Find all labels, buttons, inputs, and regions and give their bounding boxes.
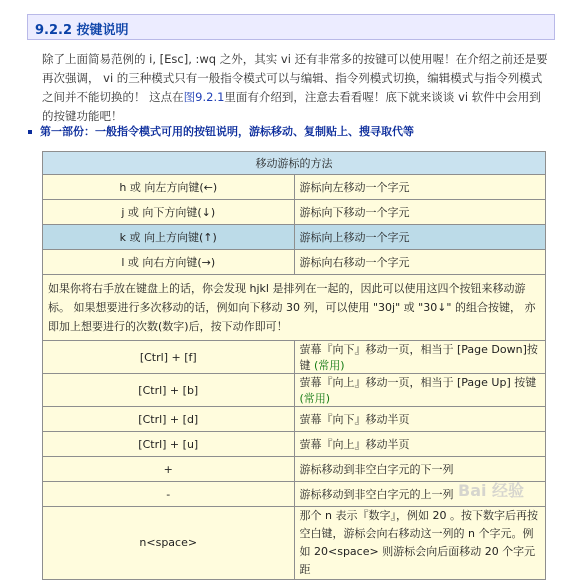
desc-cell: 游标向上移动一个字元 [294, 225, 546, 250]
intro-text-end: 里面有介绍到，注意去看看喔！底下就来谈谈 vi 软件中会用到的按键功能吧！ [42, 90, 541, 123]
table-row [43, 407, 546, 432]
table-row [43, 374, 546, 407]
common-tag: (常用) [299, 392, 331, 405]
watermark-logo: Bai 经验 [458, 481, 525, 500]
key-cell: j 或 向下方向键(↓) [43, 200, 295, 225]
intro-paragraph [42, 50, 552, 126]
table-header-row [43, 152, 546, 175]
key-cell: [Ctrl] + [u] [43, 432, 295, 457]
table-row [43, 507, 546, 580]
desc-cell [294, 374, 546, 407]
table-note-row [43, 275, 546, 341]
bullet-square-icon [28, 130, 32, 134]
key-cell: h 或 向左方向键(←) [43, 175, 295, 200]
key-cell: + [43, 457, 295, 482]
figure-link[interactable]: 图9.2.1 [183, 90, 225, 104]
desc-text: 萤幕『向下』移动一页，相当于 [Page Down]按键 [299, 343, 538, 372]
page-title: 9.2.2 按键说明 [35, 23, 129, 38]
desc-cell: 游标向下移动一个字元 [294, 200, 546, 225]
desc-cell [294, 341, 546, 374]
desc-cell: 游标向右移动一个字元 [294, 250, 546, 275]
desc-cell: 游标移动到非空白字元的上一列 [294, 482, 546, 507]
key-cell: - [43, 482, 295, 507]
key-cell: k 或 向上方向键(↑) [43, 225, 295, 250]
key-cell: l 或 向右方向键(→) [43, 250, 295, 275]
desc-cell: 萤幕『向上』移动半页 [294, 432, 546, 457]
desc-cell: 游标移动到非空白字元的下一列 [294, 457, 546, 482]
key-cell: [Ctrl] + [d] [43, 407, 295, 432]
table-row [43, 200, 546, 225]
table-row [43, 175, 546, 200]
desc-cell: 那个 n 表示『数字』，例如 20 。按下数字后再按空白键，游标会向右移动这一列的 n 个字元。例如 20<space> 则游标会向后面移动 20 个字元距 [294, 507, 546, 580]
key-table [42, 151, 546, 580]
table-header: 移动游标的方法 [43, 152, 546, 175]
heading-bar [27, 14, 555, 40]
key-cell: n<space> [43, 507, 295, 580]
common-tag: (常用) [314, 359, 345, 372]
key-cell: [Ctrl] + [f] [43, 341, 295, 374]
section-title [28, 123, 548, 139]
table-row [43, 341, 546, 374]
table-row [43, 250, 546, 275]
section-title-text: 第一部份：一般指令模式可用的按钮说明，游标移动、复制贴上、搜寻取代等 [40, 125, 414, 138]
desc-text: 萤幕『向上』移动一页，相当于 [Page Up] 按键 [299, 376, 537, 389]
desc-cell: 游标向左移动一个字元 [294, 175, 546, 200]
table-row [43, 432, 546, 457]
table-row-highlighted [43, 225, 546, 250]
key-cell: [Ctrl] + [b] [43, 374, 295, 407]
note-cell: 如果你将右手放在键盘上的话，你会发现 hjkl 是排列在一起的，因此可以使用这四个按钮来移动游标。 如果想要进行多次移动的话，例如向下移动 30 列，可以使用 "30j" 或 "30↓" 的组合按键， 亦即加上想要进行的次数(数字)后，按下动作即可！ [43, 275, 546, 341]
desc-cell: 萤幕『向下』移动半页 [294, 407, 546, 432]
intro-text: 除了上面简易范例的 i, [Esc], :wq 之外，其实 vi 还有非常多的按键可以使用喔！在介绍之前还是要再次强调， vi 的三种模式只有一般指令模式可以与编辑、指令列模式切换，编辑模式与指令列模式之间并不能切换的！ 这点在 [42, 52, 548, 104]
